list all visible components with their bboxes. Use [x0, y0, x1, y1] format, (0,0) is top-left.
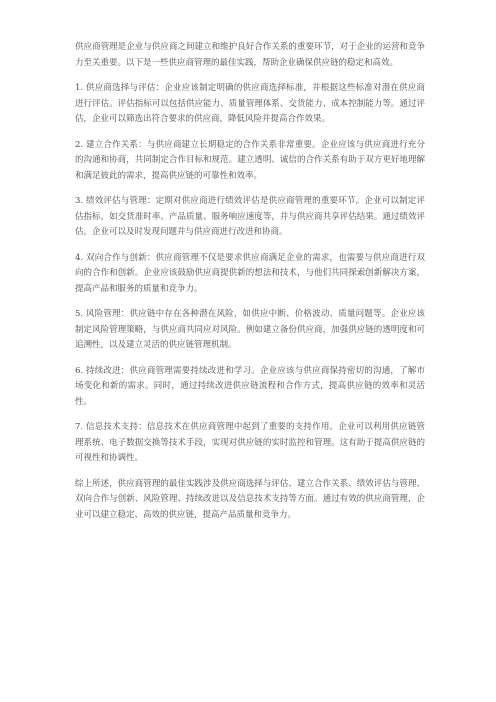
list-item: 1. 供应商选择与评估：企业应该制定明确的供应商选择标准，并根据这些标准对潜在供应商进行评估。评估指标可以包括供应能力、质量管理体系、交货能力、成本控制能力等。通过评估，企业可以筛选出符合要求的供应商，降低风险并提高合作效果。	[75, 83, 425, 124]
list-item: 6. 持续改进：供应商管理需要持续改进和学习。企业应该与供应商保持密切的沟通，了解市场变化和新的需求。同时，通过持续改进供应链流程和合作方式，提高供应链的效率和灵活性。	[75, 365, 425, 407]
document-body	[75, 40, 425, 533]
list-item: 5. 风险管理：供应链中存在各种潜在风险，如供应中断、价格波动、质量问题等。企业应该制定风险管理策略，与供应商共同应对风险。例如建立备份供应商，加强供应链的透明度和可追溯性，以及建立灵活的供应链管理机制。	[75, 309, 425, 350]
list-item: 4. 双向合作与创新：供应商管理不仅是要求供应商满足企业的需求，也需要与供应商进行双向的合作和创新。企业应该鼓励供应商提供新的想法和技术，与他们共同探索创新解决方案，提高产品和服务的质量和竞争力。	[75, 252, 425, 294]
intro-paragraph: 供应商管理是企业与供应商之间建立和维护良好合作关系的重要环节，对于企业的运营和竞争力至关重要。以下是一些供应商管理的最佳实践，帮助企业确保供应链的稳定和高效。	[75, 42, 425, 68]
list-item: 3. 绩效评估与管理：定期对供应商进行绩效评估是供应商管理的重要环节。企业可以制定评估指标，如交货准时率、产品质量、服务响应速度等，并与供应商共享评估结果。通过绩效评估，企业可以及时发现问题并与供应商进行改进和协商。	[75, 196, 425, 237]
conclusion-paragraph: 综上所述，供应商管理的最佳实践涉及供应商选择与评估、建立合作关系、绩效评估与管理、双向合作与创新、风险管理、持续改进以及信息技术支持等方面。通过有效的供应商管理，企业可以建立稳定、高效的供应链，提高产品质量和竞争力。	[75, 478, 425, 520]
list-item: 2. 建立合作关系：与供应商建立长期稳定的合作关系非常重要。企业应该与供应商进行充分的沟通和协商，共同制定合作目标和规范。建立透明、诚信的合作关系有助于双方更好地理解和满足彼此的需求，提高供应链的可靠性和效率。	[75, 139, 425, 181]
list-item: 7. 信息技术支持：信息技术在供应商管理中起到了重要的支持作用。企业可以利用供应链管理系统、电子数据交换等技术手段，实现对供应链的实时监控和管理。这有助于提高供应链的可视性和协调性。	[75, 422, 425, 463]
